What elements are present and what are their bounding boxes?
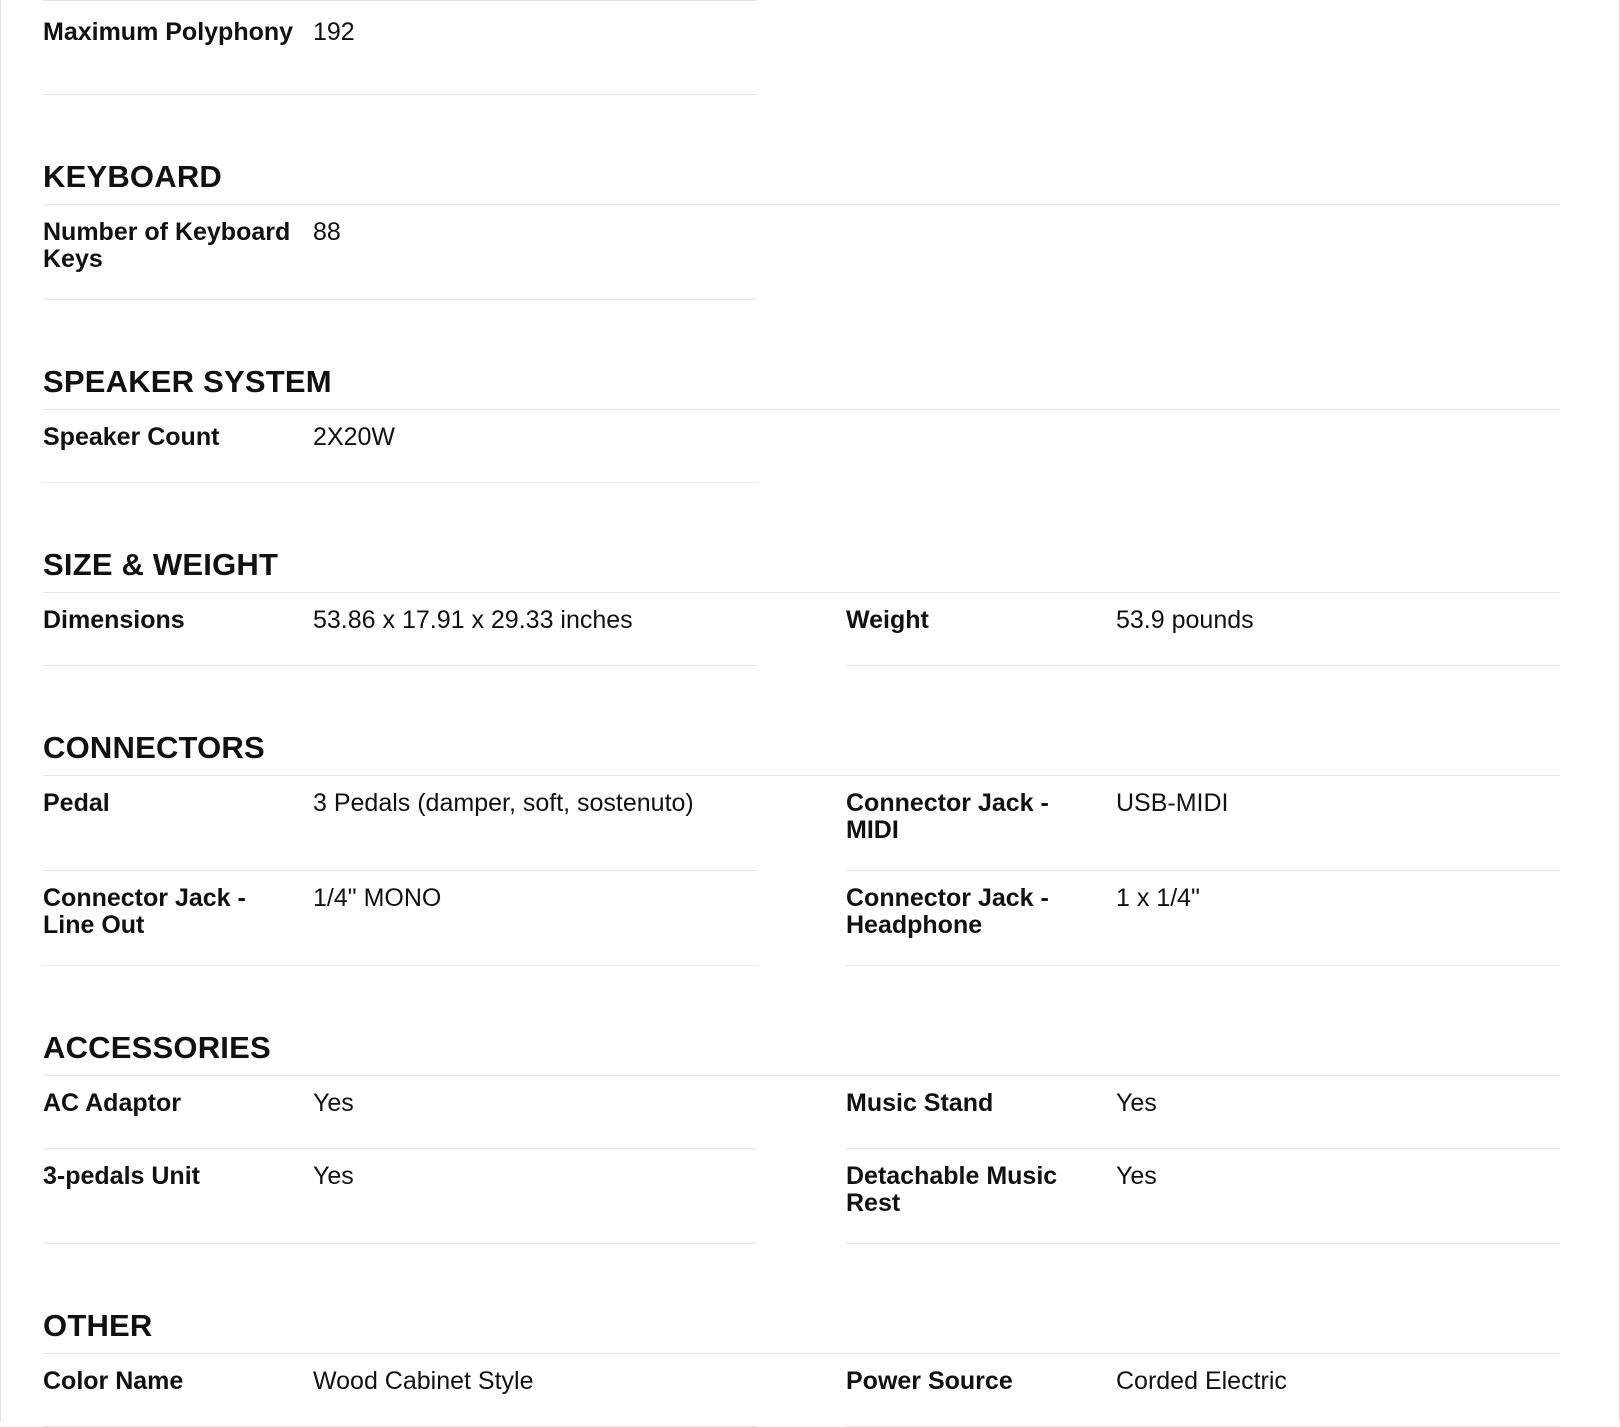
spec-section-speaker-system [43, 354, 1560, 483]
specifications-table [43, 0, 1560, 1427]
spec-row [43, 871, 757, 966]
spec-section-accessories [43, 1020, 1560, 1244]
spec-label: Speaker Count [43, 423, 220, 451]
spec-label: 3-pedals Unit [43, 1162, 200, 1190]
spec-section-sound [43, 0, 1560, 95]
spec-row [846, 776, 1560, 871]
spec-value: Yes [313, 1162, 354, 1190]
section-title: ACCESSORIES [43, 1020, 1560, 1076]
spec-value: 53.9 pounds [1116, 606, 1254, 634]
spec-value: 88 [313, 218, 341, 246]
page-left-border [0, 0, 1, 1422]
spec-section-other [43, 1298, 1560, 1427]
spec-value: USB-MIDI [1116, 789, 1229, 817]
spec-value: 192 [313, 18, 355, 46]
spec-value: Yes [313, 1089, 354, 1117]
spec-row [43, 1076, 757, 1149]
spec-value: 3 Pedals (damper, soft, sostenuto) [313, 789, 694, 817]
spec-value: 2X20W [313, 423, 395, 451]
spec-rows [43, 0, 1560, 95]
spec-row [43, 1354, 757, 1427]
spec-row [846, 1354, 1560, 1427]
spec-rows [43, 1076, 1560, 1244]
spec-rows [43, 1354, 1560, 1427]
spec-value: Yes [1116, 1162, 1157, 1190]
section-title: SIZE & WEIGHT [43, 537, 1560, 593]
spec-value: 1/4" MONO [313, 884, 442, 912]
spec-row [43, 1149, 757, 1244]
section-title: KEYBOARD [43, 149, 1560, 205]
spec-value: Corded Electric [1116, 1367, 1287, 1395]
spec-label: Dimensions [43, 606, 185, 634]
section-title: OTHER [43, 1298, 1560, 1354]
spec-label: Pedal [43, 789, 110, 817]
spec-label: Connector Jack - Line Out [43, 884, 246, 939]
spec-label: Maximum Polyphony [43, 18, 294, 46]
spec-label: Color Name [43, 1367, 184, 1395]
spec-row [43, 0, 757, 95]
spec-label: Connector Jack - MIDI [846, 789, 1049, 844]
spec-row [43, 410, 757, 483]
spec-rows [43, 776, 1560, 966]
spec-section-keyboard [43, 149, 1560, 300]
spec-section-size-weight [43, 537, 1560, 666]
spec-row [846, 871, 1560, 966]
spec-label: Detachable Music Rest [846, 1162, 1058, 1217]
spec-section-connectors [43, 720, 1560, 966]
spec-value: 1 x 1/4" [1116, 884, 1200, 912]
spec-rows [43, 593, 1560, 666]
spec-label: Weight [846, 606, 929, 634]
spec-label: Connector Jack - Headphone [846, 884, 1049, 939]
spec-row [846, 1149, 1560, 1244]
spec-value: Wood Cabinet Style [313, 1367, 534, 1395]
spec-row [43, 776, 757, 871]
spec-label: Power Source [846, 1367, 1013, 1395]
spec-rows [43, 410, 1560, 483]
section-title: SPEAKER SYSTEM [43, 354, 1560, 410]
spec-label: Number of Keyboard Keys [43, 218, 291, 273]
spec-label: AC Adaptor [43, 1089, 181, 1117]
spec-row [43, 593, 757, 666]
spec-row [846, 1076, 1560, 1149]
section-title: CONNECTORS [43, 720, 1560, 776]
spec-value: 53.86 x 17.91 x 29.33 inches [313, 606, 633, 634]
spec-row [846, 593, 1560, 666]
spec-value: Yes [1116, 1089, 1157, 1117]
spec-label: Music Stand [846, 1089, 994, 1117]
spec-rows [43, 205, 1560, 300]
spec-row [43, 205, 757, 300]
